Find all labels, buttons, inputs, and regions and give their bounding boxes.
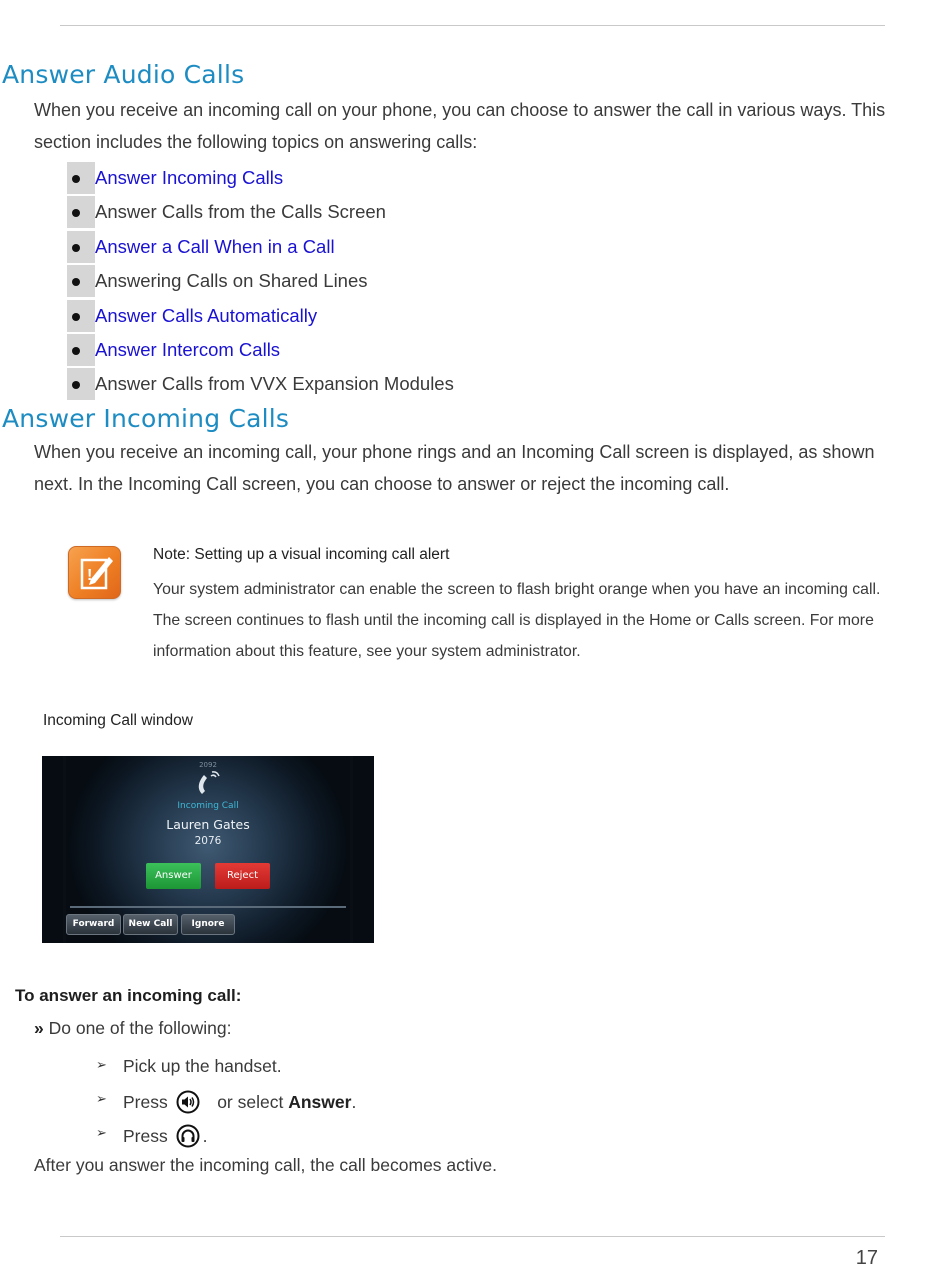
bullet-icon xyxy=(72,244,80,252)
topic-text-expansion-modules: Answer Calls from VVX Expansion Modules xyxy=(95,373,454,395)
note-icon xyxy=(68,546,121,599)
after-answer-text: After you answer the incoming call, the call becomes active. xyxy=(34,1155,497,1175)
reject-button[interactable]: Reject xyxy=(215,863,270,889)
speakerphone-key-icon xyxy=(176,1090,200,1114)
handset-icon xyxy=(194,768,224,798)
step-text: or select xyxy=(217,1092,284,1112)
topic-link-answer-call-when-in-call[interactable]: Answer a Call When in a Call xyxy=(95,235,335,257)
caller-name: Lauren Gates xyxy=(166,817,250,832)
incoming-call-label: Incoming Call xyxy=(177,801,239,811)
ignore-softkey[interactable]: Ignore xyxy=(181,914,235,935)
bottom-rule xyxy=(60,1236,885,1237)
answer-term: Answer xyxy=(288,1092,352,1112)
step-text: Press xyxy=(123,1126,168,1146)
procedure-title: To answer an incoming call: xyxy=(15,986,242,1005)
incoming-call-screenshot xyxy=(42,756,374,943)
note-body: Your system administrator can enable the screen to flash bright orange when you have an incoming call. The screen continues to flash until the incoming call is displayed in the Home or Calls screen. For more information about this feature, see your system administrator. xyxy=(153,581,881,660)
topic-text-shared-lines: Answering Calls on Shared Lines xyxy=(95,270,368,292)
procedure-intro xyxy=(34,1018,232,1039)
bullet-icon xyxy=(72,209,80,217)
bullet-icon xyxy=(72,175,80,183)
section-intro: When you receive an incoming call on your phone, you can choose to answer the call in various ways. This section includes the following topics on answering calls: xyxy=(34,100,886,152)
line-number: 2092 xyxy=(199,761,217,769)
caller-number: 2076 xyxy=(194,835,222,847)
topic-link-answer-automatically[interactable]: Answer Calls Automatically xyxy=(95,304,318,326)
answer-button[interactable]: Answer xyxy=(146,863,201,889)
topic-link-answer-intercom-calls[interactable]: Answer Intercom Calls xyxy=(95,338,281,360)
note-title: Note: Setting up a visual incoming call alert xyxy=(153,546,450,563)
procedure-intro-text: Do one of the following: xyxy=(48,1018,232,1038)
svg-text:!: ! xyxy=(87,567,93,584)
headset-key-icon xyxy=(176,1124,200,1148)
topic-link-answer-incoming-calls[interactable]: Answer Incoming Calls xyxy=(95,167,284,188)
figure-caption: Incoming Call window xyxy=(43,712,193,729)
forward-softkey[interactable]: Forward xyxy=(66,914,121,935)
top-rule xyxy=(60,25,885,26)
procedure-marker: » xyxy=(34,1018,44,1038)
section-heading-answer-incoming-calls: Answer Incoming Calls xyxy=(2,404,290,433)
arrow-bullet-icon: ➢ xyxy=(96,1057,107,1072)
bullet-icon xyxy=(72,278,80,286)
step-text: Pick up the handset. xyxy=(123,1056,282,1076)
section-intro-incoming: When you receive an incoming call, your phone rings and an Incoming Call screen is displayed, as shown next. In the Incoming Call screen, you can choose to answer or reject the incoming call. xyxy=(34,442,875,494)
topic-text-calls-screen: Answer Calls from the Calls Screen xyxy=(95,201,386,223)
step-text: Press xyxy=(123,1092,168,1112)
bullet-icon xyxy=(72,381,80,389)
arrow-bullet-icon: ➢ xyxy=(96,1125,107,1140)
arrow-bullet-icon: ➢ xyxy=(96,1091,107,1106)
new-call-softkey[interactable]: New Call xyxy=(123,914,178,935)
section-heading-answer-audio-calls: Answer Audio Calls xyxy=(2,60,245,89)
bullet-icon xyxy=(72,313,80,321)
bullet-icon xyxy=(72,347,80,355)
page-number: 17 xyxy=(855,1247,878,1269)
